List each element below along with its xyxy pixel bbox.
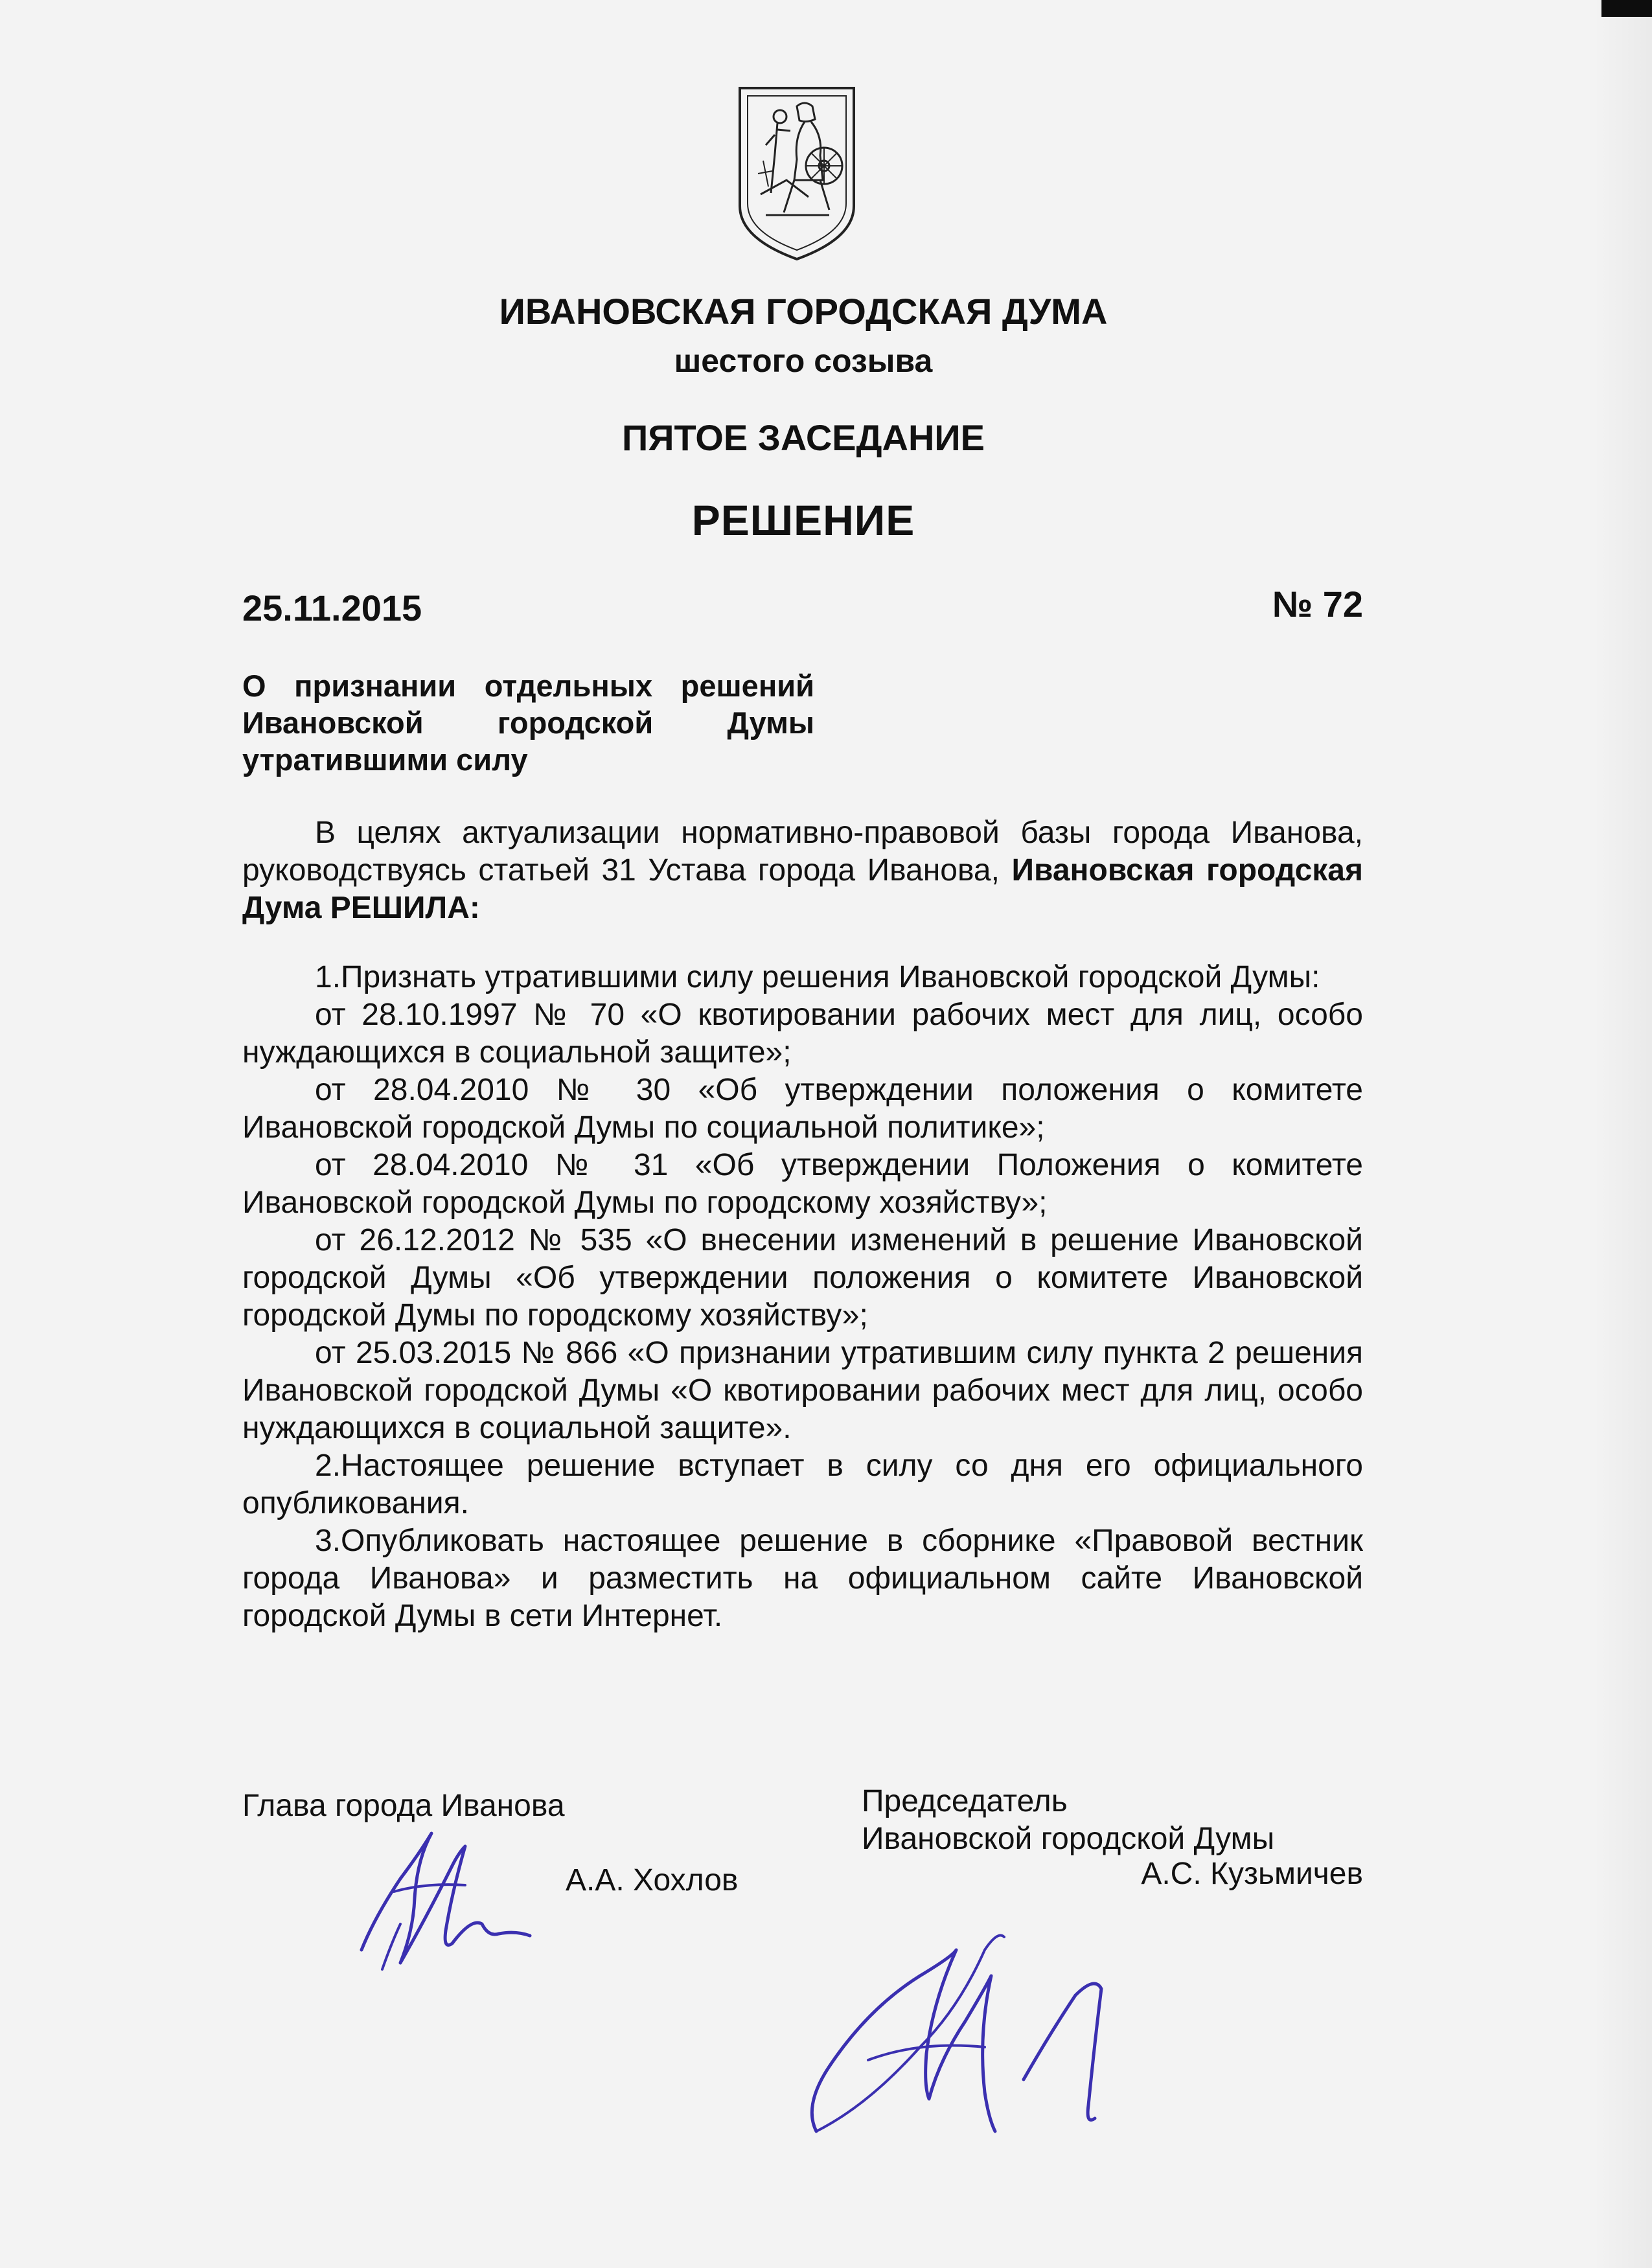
item-1: 1.Признать утратившими силу решения Ивановской городской Думы: — [315, 960, 1320, 994]
chairman-title-line-1: Председатель — [862, 1784, 1068, 1818]
scan-corner-mark — [1601, 0, 1652, 17]
item-3: 3.Опубликовать настоящее решение в сборнике «Правовой вестник города Иванова» и разместить на официальном сайте Ивановской городской Думы в сети Интернет. — [242, 1524, 1363, 1633]
scan-edge-shadow — [1594, 0, 1652, 2268]
document-number: № 72 — [1272, 584, 1363, 624]
preamble-text: В целях актуализации нормативно-правовой базы города Иванова, руководствуясь статьей 31 Устава города Иванова, — [242, 816, 1363, 888]
convocation-heading: шестого созыва — [674, 343, 933, 379]
coat-of-arms-icon — [732, 83, 862, 264]
item-1-sub-2: от 28.04.2010 № 30 «Об утверждении положения о комитете Ивановской городской Думы по социальной политике»; — [242, 1073, 1363, 1145]
chairman-title — [862, 1783, 1274, 1858]
preamble — [242, 814, 1363, 927]
subject-line-3: утратившими силу — [242, 742, 528, 777]
document-subject — [242, 667, 814, 778]
subject-line-2: Ивановской городской Думы — [242, 705, 814, 740]
item-1-sub-5: от 25.03.2015 № 866 «О признании утратившим силу пункта 2 решения Ивановской городской Думы «О квотировании рабочих мест для лиц, особо нуждающихся в социальной защите». — [242, 1336, 1363, 1445]
item-1-sub-4: от 26.12.2012 № 535 «О внесении изменений в решение Ивановской городской Думы «Об утверждении положения о комитете Ивановской городской Думы по городскому хозяйству»; — [242, 1223, 1363, 1333]
document-title: РЕШЕНИЕ — [691, 496, 915, 544]
mayor-title: Глава города Иванова — [242, 1789, 565, 1823]
organization-heading: ИВАНОВСКАЯ ГОРОДСКАЯ ДУМА — [499, 291, 1108, 332]
decision-items — [242, 959, 1363, 1635]
item-2: 2.Настоящее решение вступает в силу со дня его официального опубликования. — [242, 1449, 1363, 1520]
preamble-paragraph — [242, 814, 1363, 927]
preamble-resolution: Ивановская городская Дума РЕШИЛА: — [242, 853, 1363, 925]
item-1-sub-3: от 28.04.2010 № 31 «Об утверждении Положения о комитете Ивановской городской Думы по городскому хозяйству»; — [242, 1148, 1363, 1220]
session-heading: ПЯТОЕ ЗАСЕДАНИЕ — [621, 417, 985, 458]
chairman-title-line-2: Ивановской городской Думы — [862, 1822, 1275, 1856]
item-1-sub-1: от 28.10.1997 № 70 «О квотировании рабочих мест для лиц, особо нуждающихся в социальной защите»; — [242, 998, 1363, 1070]
chairman-signature — [790, 1911, 1153, 2157]
mayor-name: А.А. Хохлов — [566, 1863, 739, 1897]
document-date: 25.11.2015 — [242, 588, 422, 628]
mayor-signature — [355, 1820, 536, 1989]
chairman-name: А.С. Кузьмичев — [1141, 1857, 1363, 1891]
subject-line-1: О признании отдельных решений — [242, 669, 814, 703]
